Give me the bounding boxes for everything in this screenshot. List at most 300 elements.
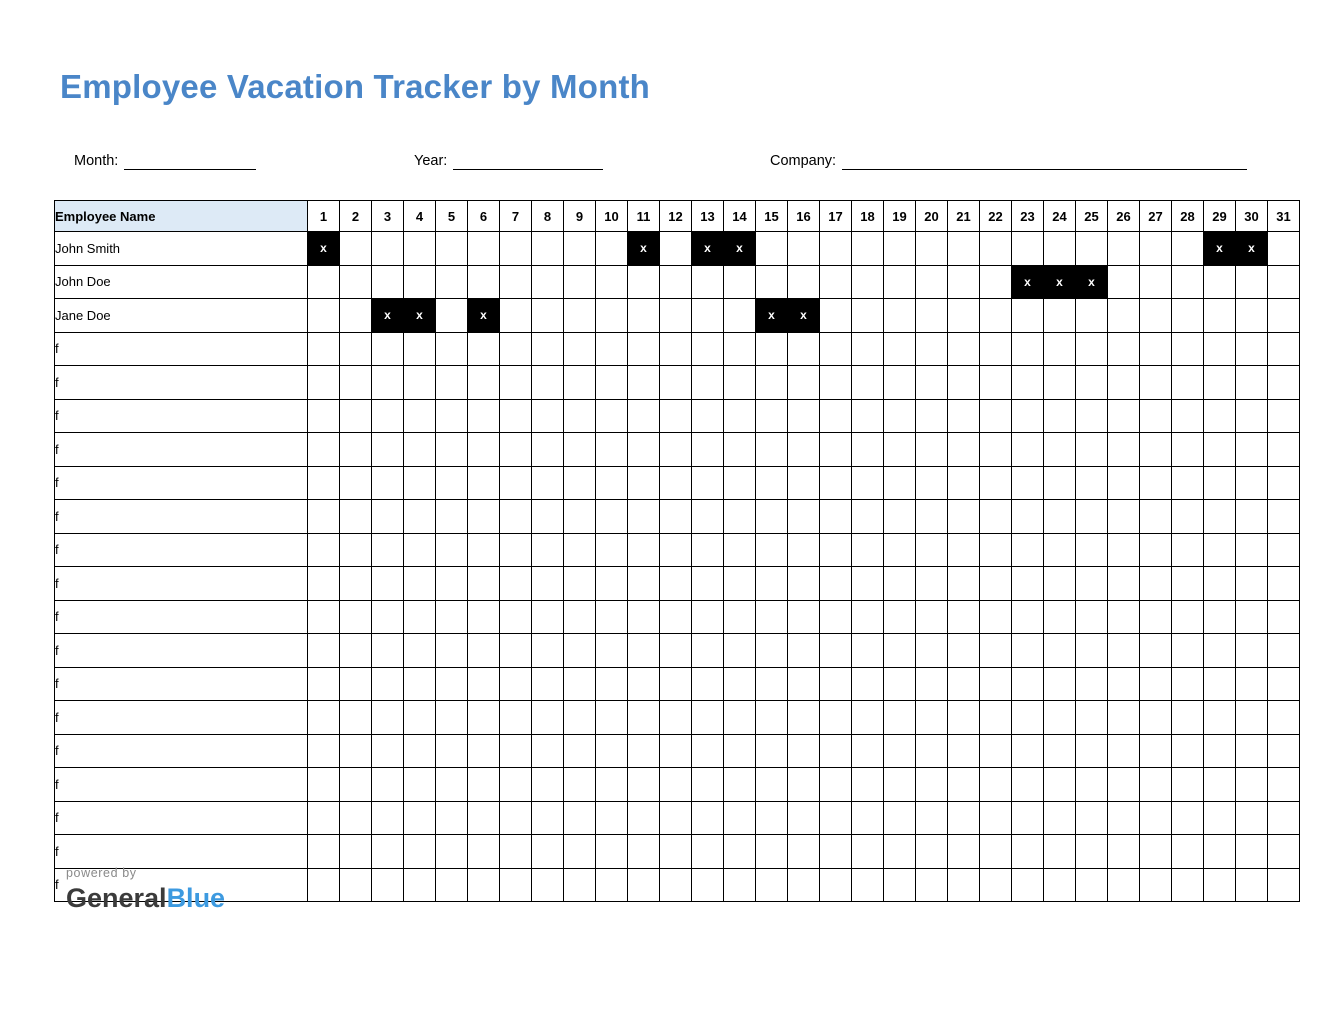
day-cell[interactable] xyxy=(1076,567,1108,601)
day-cell[interactable] xyxy=(820,768,852,802)
day-cell[interactable] xyxy=(1044,801,1076,835)
day-cell[interactable] xyxy=(436,533,468,567)
day-cell[interactable] xyxy=(500,232,532,266)
day-cell[interactable] xyxy=(980,801,1012,835)
day-cell[interactable] xyxy=(436,466,468,500)
day-cell[interactable] xyxy=(468,801,500,835)
day-cell[interactable] xyxy=(372,265,404,299)
day-cell[interactable] xyxy=(1140,533,1172,567)
day-cell[interactable] xyxy=(340,734,372,768)
day-cell[interactable] xyxy=(628,801,660,835)
day-cell[interactable] xyxy=(1076,634,1108,668)
day-cell[interactable] xyxy=(1140,433,1172,467)
day-cell[interactable] xyxy=(564,500,596,534)
day-cell[interactable] xyxy=(1268,399,1300,433)
day-cell[interactable] xyxy=(916,701,948,735)
day-cell[interactable] xyxy=(596,332,628,366)
day-cell[interactable] xyxy=(1140,500,1172,534)
day-cell[interactable] xyxy=(1268,265,1300,299)
day-cell-marked[interactable]: x xyxy=(468,299,500,333)
day-cell[interactable] xyxy=(948,600,980,634)
day-cell[interactable] xyxy=(980,466,1012,500)
employee-name-cell[interactable]: f xyxy=(55,399,308,433)
day-cell[interactable] xyxy=(884,332,916,366)
day-cell[interactable] xyxy=(660,835,692,869)
day-cell[interactable] xyxy=(1268,332,1300,366)
day-cell[interactable] xyxy=(532,701,564,735)
day-cell[interactable] xyxy=(468,701,500,735)
day-cell[interactable] xyxy=(852,600,884,634)
day-cell[interactable] xyxy=(948,232,980,266)
day-cell[interactable] xyxy=(948,433,980,467)
day-cell[interactable] xyxy=(500,500,532,534)
day-cell[interactable] xyxy=(852,466,884,500)
day-cell[interactable] xyxy=(692,299,724,333)
day-cell[interactable] xyxy=(1108,634,1140,668)
day-cell[interactable] xyxy=(1108,868,1140,902)
day-cell[interactable] xyxy=(1140,801,1172,835)
day-cell[interactable] xyxy=(1012,701,1044,735)
day-cell[interactable] xyxy=(916,667,948,701)
day-cell[interactable] xyxy=(1012,634,1044,668)
day-cell[interactable] xyxy=(660,734,692,768)
day-cell[interactable] xyxy=(692,500,724,534)
day-cell[interactable] xyxy=(1076,399,1108,433)
day-cell[interactable] xyxy=(1108,600,1140,634)
day-cell[interactable] xyxy=(1012,433,1044,467)
day-cell[interactable] xyxy=(468,600,500,634)
day-cell[interactable] xyxy=(820,567,852,601)
day-cell[interactable] xyxy=(532,265,564,299)
day-cell[interactable] xyxy=(1140,835,1172,869)
day-cell[interactable] xyxy=(724,500,756,534)
day-cell[interactable] xyxy=(884,533,916,567)
day-cell[interactable] xyxy=(820,701,852,735)
day-cell[interactable] xyxy=(308,801,340,835)
day-cell[interactable] xyxy=(1204,533,1236,567)
day-cell[interactable] xyxy=(436,600,468,634)
day-cell[interactable] xyxy=(564,634,596,668)
day-cell[interactable] xyxy=(340,835,372,869)
day-cell[interactable] xyxy=(852,768,884,802)
day-cell[interactable] xyxy=(1012,500,1044,534)
day-cell[interactable] xyxy=(916,265,948,299)
day-cell[interactable] xyxy=(308,868,340,902)
day-cell-marked[interactable]: x xyxy=(308,232,340,266)
day-cell[interactable] xyxy=(372,734,404,768)
day-cell[interactable] xyxy=(1076,299,1108,333)
day-cell[interactable] xyxy=(660,332,692,366)
day-cell[interactable] xyxy=(1268,667,1300,701)
day-cell[interactable] xyxy=(852,399,884,433)
day-cell[interactable] xyxy=(852,835,884,869)
day-cell[interactable] xyxy=(468,634,500,668)
day-cell[interactable] xyxy=(500,299,532,333)
day-cell[interactable] xyxy=(564,701,596,735)
day-cell[interactable] xyxy=(724,835,756,869)
day-cell[interactable] xyxy=(468,265,500,299)
day-cell[interactable] xyxy=(1268,533,1300,567)
day-cell[interactable] xyxy=(596,366,628,400)
day-cell[interactable] xyxy=(788,801,820,835)
day-cell[interactable] xyxy=(948,801,980,835)
day-cell[interactable] xyxy=(1236,667,1268,701)
day-cell[interactable] xyxy=(724,366,756,400)
employee-name-cell[interactable]: John Doe xyxy=(55,265,308,299)
day-cell[interactable] xyxy=(1268,600,1300,634)
day-cell[interactable] xyxy=(884,299,916,333)
day-cell[interactable] xyxy=(916,600,948,634)
day-cell[interactable] xyxy=(1076,332,1108,366)
day-cell[interactable] xyxy=(1268,701,1300,735)
day-cell[interactable] xyxy=(980,299,1012,333)
day-cell[interactable] xyxy=(1108,299,1140,333)
day-cell[interactable] xyxy=(404,466,436,500)
day-cell[interactable] xyxy=(564,801,596,835)
day-cell[interactable] xyxy=(1076,868,1108,902)
year-input[interactable] xyxy=(453,151,603,170)
day-cell[interactable] xyxy=(916,366,948,400)
day-cell[interactable] xyxy=(820,634,852,668)
day-cell[interactable] xyxy=(404,734,436,768)
day-cell[interactable] xyxy=(564,232,596,266)
day-cell[interactable] xyxy=(468,232,500,266)
day-cell[interactable] xyxy=(1172,667,1204,701)
day-cell[interactable] xyxy=(1108,801,1140,835)
day-cell[interactable] xyxy=(596,701,628,735)
day-cell[interactable] xyxy=(884,600,916,634)
day-cell[interactable] xyxy=(916,868,948,902)
day-cell-marked[interactable]: x xyxy=(1204,232,1236,266)
day-cell[interactable] xyxy=(372,868,404,902)
day-cell[interactable] xyxy=(532,567,564,601)
day-cell[interactable] xyxy=(948,567,980,601)
day-cell[interactable] xyxy=(660,634,692,668)
day-cell[interactable] xyxy=(628,734,660,768)
day-cell[interactable] xyxy=(1108,366,1140,400)
day-cell[interactable] xyxy=(564,299,596,333)
day-cell[interactable] xyxy=(1140,466,1172,500)
day-cell[interactable] xyxy=(884,466,916,500)
company-input[interactable] xyxy=(842,151,1247,170)
day-cell[interactable] xyxy=(980,667,1012,701)
day-cell[interactable] xyxy=(948,466,980,500)
day-cell[interactable] xyxy=(1140,299,1172,333)
day-cell[interactable] xyxy=(980,366,1012,400)
day-cell[interactable] xyxy=(980,265,1012,299)
day-cell[interactable] xyxy=(1076,533,1108,567)
day-cell[interactable] xyxy=(660,701,692,735)
day-cell[interactable] xyxy=(372,634,404,668)
day-cell[interactable] xyxy=(1204,399,1236,433)
day-cell[interactable] xyxy=(916,634,948,668)
day-cell[interactable] xyxy=(372,332,404,366)
day-cell[interactable] xyxy=(1140,600,1172,634)
day-cell[interactable] xyxy=(724,567,756,601)
day-cell[interactable] xyxy=(436,835,468,869)
day-cell[interactable] xyxy=(660,667,692,701)
day-cell[interactable] xyxy=(340,332,372,366)
day-cell[interactable] xyxy=(1236,634,1268,668)
day-cell[interactable] xyxy=(1268,868,1300,902)
day-cell[interactable] xyxy=(756,868,788,902)
day-cell[interactable] xyxy=(884,567,916,601)
day-cell[interactable] xyxy=(596,868,628,902)
day-cell[interactable] xyxy=(884,500,916,534)
day-cell[interactable] xyxy=(436,232,468,266)
day-cell[interactable] xyxy=(1236,433,1268,467)
day-cell[interactable] xyxy=(1012,835,1044,869)
day-cell[interactable] xyxy=(564,835,596,869)
day-cell[interactable] xyxy=(788,768,820,802)
day-cell[interactable] xyxy=(1204,600,1236,634)
day-cell[interactable] xyxy=(1108,533,1140,567)
day-cell[interactable] xyxy=(500,768,532,802)
day-cell[interactable] xyxy=(1044,500,1076,534)
day-cell[interactable] xyxy=(1204,366,1236,400)
day-cell[interactable] xyxy=(1044,567,1076,601)
day-cell[interactable] xyxy=(628,299,660,333)
day-cell[interactable] xyxy=(756,265,788,299)
day-cell[interactable] xyxy=(948,533,980,567)
company-field[interactable] xyxy=(770,146,1247,170)
day-cell[interactable] xyxy=(628,533,660,567)
day-cell[interactable] xyxy=(628,567,660,601)
day-cell[interactable] xyxy=(404,366,436,400)
employee-name-cell[interactable]: f xyxy=(55,332,308,366)
day-cell[interactable] xyxy=(1140,768,1172,802)
day-cell[interactable] xyxy=(820,667,852,701)
day-cell[interactable] xyxy=(660,768,692,802)
day-cell[interactable] xyxy=(788,399,820,433)
day-cell[interactable] xyxy=(820,533,852,567)
day-cell[interactable] xyxy=(916,734,948,768)
day-cell[interactable] xyxy=(372,835,404,869)
day-cell[interactable] xyxy=(1012,801,1044,835)
day-cell[interactable] xyxy=(980,701,1012,735)
day-cell-marked[interactable]: x xyxy=(756,299,788,333)
day-cell[interactable] xyxy=(1012,600,1044,634)
day-cell[interactable] xyxy=(1204,466,1236,500)
day-cell[interactable] xyxy=(756,768,788,802)
day-cell[interactable] xyxy=(1172,600,1204,634)
day-cell[interactable] xyxy=(628,701,660,735)
day-cell[interactable] xyxy=(436,801,468,835)
day-cell[interactable] xyxy=(436,768,468,802)
day-cell[interactable] xyxy=(1204,567,1236,601)
day-cell[interactable] xyxy=(308,332,340,366)
day-cell[interactable] xyxy=(692,634,724,668)
day-cell[interactable] xyxy=(820,500,852,534)
day-cell[interactable] xyxy=(1012,768,1044,802)
day-cell[interactable] xyxy=(372,500,404,534)
day-cell[interactable] xyxy=(660,868,692,902)
day-cell[interactable] xyxy=(436,667,468,701)
day-cell[interactable] xyxy=(660,567,692,601)
day-cell[interactable] xyxy=(1076,667,1108,701)
day-cell[interactable] xyxy=(692,801,724,835)
day-cell[interactable] xyxy=(308,533,340,567)
day-cell[interactable] xyxy=(596,399,628,433)
year-field[interactable] xyxy=(414,146,603,170)
day-cell[interactable] xyxy=(1268,768,1300,802)
day-cell[interactable] xyxy=(628,332,660,366)
day-cell[interactable] xyxy=(372,567,404,601)
day-cell[interactable] xyxy=(1076,768,1108,802)
day-cell[interactable] xyxy=(724,533,756,567)
day-cell[interactable] xyxy=(564,265,596,299)
day-cell[interactable] xyxy=(884,232,916,266)
day-cell[interactable] xyxy=(596,533,628,567)
day-cell[interactable] xyxy=(308,768,340,802)
day-cell[interactable] xyxy=(1108,734,1140,768)
day-cell[interactable] xyxy=(660,466,692,500)
day-cell[interactable] xyxy=(468,835,500,869)
day-cell[interactable] xyxy=(340,567,372,601)
day-cell[interactable] xyxy=(628,835,660,869)
day-cell[interactable] xyxy=(820,734,852,768)
day-cell[interactable] xyxy=(340,533,372,567)
day-cell[interactable] xyxy=(980,399,1012,433)
day-cell[interactable] xyxy=(1204,500,1236,534)
day-cell-marked[interactable]: x xyxy=(1076,265,1108,299)
day-cell[interactable] xyxy=(756,366,788,400)
day-cell[interactable] xyxy=(468,433,500,467)
employee-name-cell[interactable]: f xyxy=(55,667,308,701)
day-cell[interactable] xyxy=(628,500,660,534)
day-cell[interactable] xyxy=(468,533,500,567)
day-cell[interactable] xyxy=(404,433,436,467)
day-cell[interactable] xyxy=(916,299,948,333)
day-cell[interactable] xyxy=(340,399,372,433)
day-cell[interactable] xyxy=(916,768,948,802)
employee-name-cell[interactable]: f xyxy=(55,801,308,835)
day-cell[interactable] xyxy=(1236,500,1268,534)
employee-name-cell[interactable]: f xyxy=(55,366,308,400)
day-cell[interactable] xyxy=(628,433,660,467)
day-cell[interactable] xyxy=(500,332,532,366)
day-cell[interactable] xyxy=(980,600,1012,634)
day-cell[interactable] xyxy=(788,265,820,299)
day-cell[interactable] xyxy=(1236,734,1268,768)
day-cell[interactable] xyxy=(788,734,820,768)
day-cell[interactable] xyxy=(692,868,724,902)
day-cell[interactable] xyxy=(852,734,884,768)
day-cell[interactable] xyxy=(340,299,372,333)
day-cell[interactable] xyxy=(1204,701,1236,735)
day-cell[interactable] xyxy=(788,634,820,668)
day-cell[interactable] xyxy=(340,868,372,902)
day-cell[interactable] xyxy=(1012,299,1044,333)
day-cell[interactable] xyxy=(756,734,788,768)
day-cell[interactable] xyxy=(884,265,916,299)
day-cell[interactable] xyxy=(564,600,596,634)
day-cell[interactable] xyxy=(372,232,404,266)
day-cell[interactable] xyxy=(852,667,884,701)
day-cell[interactable] xyxy=(724,299,756,333)
day-cell[interactable] xyxy=(532,232,564,266)
day-cell[interactable] xyxy=(308,734,340,768)
day-cell[interactable] xyxy=(436,500,468,534)
day-cell[interactable] xyxy=(948,299,980,333)
day-cell[interactable] xyxy=(756,232,788,266)
day-cell[interactable] xyxy=(436,265,468,299)
day-cell[interactable] xyxy=(564,567,596,601)
day-cell[interactable] xyxy=(340,701,372,735)
day-cell[interactable] xyxy=(1172,801,1204,835)
day-cell[interactable] xyxy=(532,801,564,835)
day-cell[interactable] xyxy=(1172,533,1204,567)
day-cell[interactable] xyxy=(340,232,372,266)
day-cell[interactable] xyxy=(820,265,852,299)
day-cell[interactable] xyxy=(1204,868,1236,902)
day-cell[interactable] xyxy=(724,701,756,735)
day-cell[interactable] xyxy=(1172,399,1204,433)
day-cell[interactable] xyxy=(788,701,820,735)
employee-name-cell[interactable]: f xyxy=(55,466,308,500)
day-cell[interactable] xyxy=(1204,801,1236,835)
day-cell[interactable] xyxy=(1076,701,1108,735)
day-cell[interactable] xyxy=(1268,500,1300,534)
day-cell[interactable] xyxy=(340,768,372,802)
day-cell[interactable] xyxy=(852,533,884,567)
day-cell[interactable] xyxy=(1172,835,1204,869)
day-cell[interactable] xyxy=(820,366,852,400)
day-cell[interactable] xyxy=(1044,701,1076,735)
day-cell[interactable] xyxy=(692,265,724,299)
day-cell[interactable] xyxy=(564,332,596,366)
day-cell[interactable] xyxy=(500,567,532,601)
day-cell-marked[interactable]: x xyxy=(404,299,436,333)
day-cell[interactable] xyxy=(1172,868,1204,902)
day-cell[interactable] xyxy=(724,667,756,701)
day-cell[interactable] xyxy=(596,600,628,634)
day-cell[interactable] xyxy=(980,868,1012,902)
day-cell[interactable] xyxy=(1108,265,1140,299)
day-cell[interactable] xyxy=(372,801,404,835)
day-cell[interactable] xyxy=(596,768,628,802)
day-cell[interactable] xyxy=(596,734,628,768)
day-cell[interactable] xyxy=(628,634,660,668)
day-cell[interactable] xyxy=(1108,332,1140,366)
day-cell[interactable] xyxy=(500,265,532,299)
day-cell[interactable] xyxy=(532,399,564,433)
day-cell[interactable] xyxy=(1076,232,1108,266)
day-cell[interactable] xyxy=(532,868,564,902)
day-cell[interactable] xyxy=(1044,299,1076,333)
day-cell[interactable] xyxy=(1236,366,1268,400)
day-cell[interactable] xyxy=(1012,667,1044,701)
day-cell-marked[interactable]: x xyxy=(788,299,820,333)
day-cell[interactable] xyxy=(1236,801,1268,835)
day-cell[interactable] xyxy=(564,399,596,433)
day-cell[interactable] xyxy=(1076,600,1108,634)
day-cell[interactable] xyxy=(500,634,532,668)
day-cell[interactable] xyxy=(820,801,852,835)
day-cell[interactable] xyxy=(628,265,660,299)
day-cell[interactable] xyxy=(468,366,500,400)
day-cell[interactable] xyxy=(340,265,372,299)
day-cell[interactable] xyxy=(1172,232,1204,266)
day-cell[interactable] xyxy=(692,734,724,768)
day-cell[interactable] xyxy=(1236,533,1268,567)
day-cell[interactable] xyxy=(1236,768,1268,802)
day-cell[interactable] xyxy=(532,734,564,768)
day-cell[interactable] xyxy=(756,433,788,467)
day-cell[interactable] xyxy=(756,533,788,567)
day-cell[interactable] xyxy=(692,600,724,634)
day-cell[interactable] xyxy=(788,868,820,902)
